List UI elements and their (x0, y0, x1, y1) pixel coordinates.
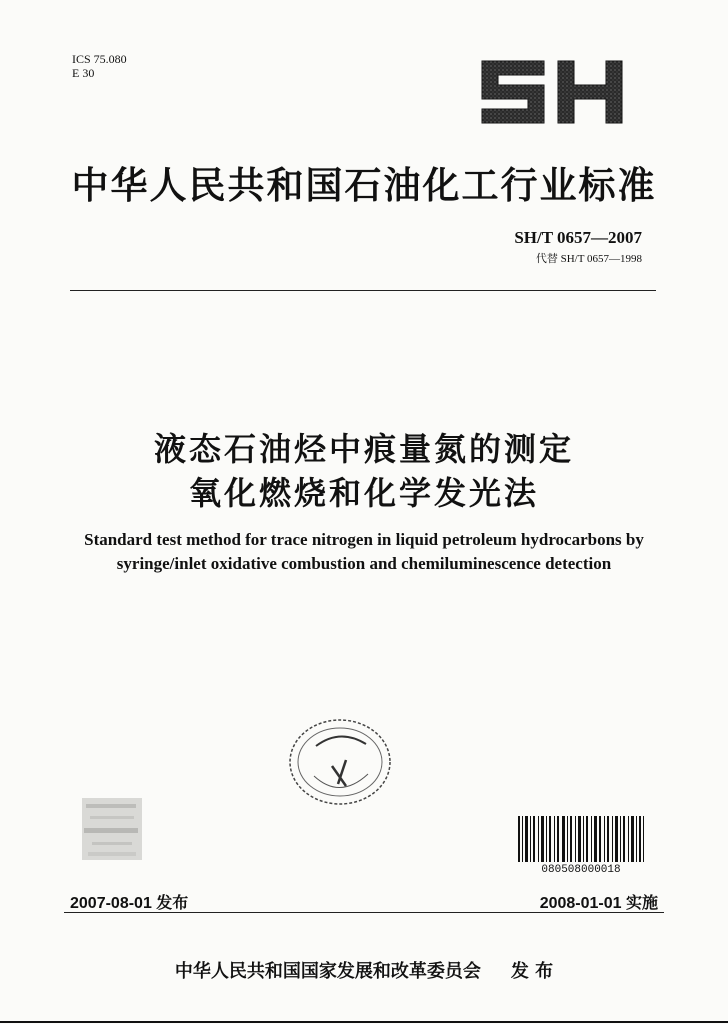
header-divider (70, 290, 656, 291)
issue-action: 发 布 (510, 961, 554, 982)
issue-date: 2007-08-01 发布 (70, 895, 189, 912)
standard-category-title: 中华人民共和国石油化工行业标准 (71, 163, 657, 207)
barcode (516, 816, 646, 862)
library-stamp (286, 716, 394, 808)
scan-artifact (82, 798, 142, 860)
classification-codes (72, 52, 127, 80)
standard-code: SH/T 0657—2007 (514, 228, 642, 247)
issuing-authority (0, 957, 728, 983)
replaced-standard: 代替 SH/T 0657—1998 (535, 253, 642, 265)
document-title-english: Standard test method for trace nitrogen in liquid petroleum hydrocarbons by syringe/inlet oxidative combustion and chemiluminescence detection (84, 530, 644, 573)
category-code: E 30 (72, 66, 95, 80)
issuer-name: 中华人民共和国国家发展和改革委员会 (174, 961, 481, 982)
effective-date: 2008-01-01 实施 (539, 895, 658, 912)
barcode-number: 080508000018 (541, 864, 621, 876)
ics-code: ICS 75.080 (72, 52, 127, 66)
bottom-border (0, 1021, 728, 1023)
standard-number-block (514, 228, 642, 266)
sh-logo (478, 57, 626, 127)
document-title-line2: 氧化燃烧和化学发光法 (188, 474, 539, 512)
footer-divider (64, 912, 664, 913)
document-title-line1: 液态石油烃中痕量氮的测定 (153, 430, 574, 468)
